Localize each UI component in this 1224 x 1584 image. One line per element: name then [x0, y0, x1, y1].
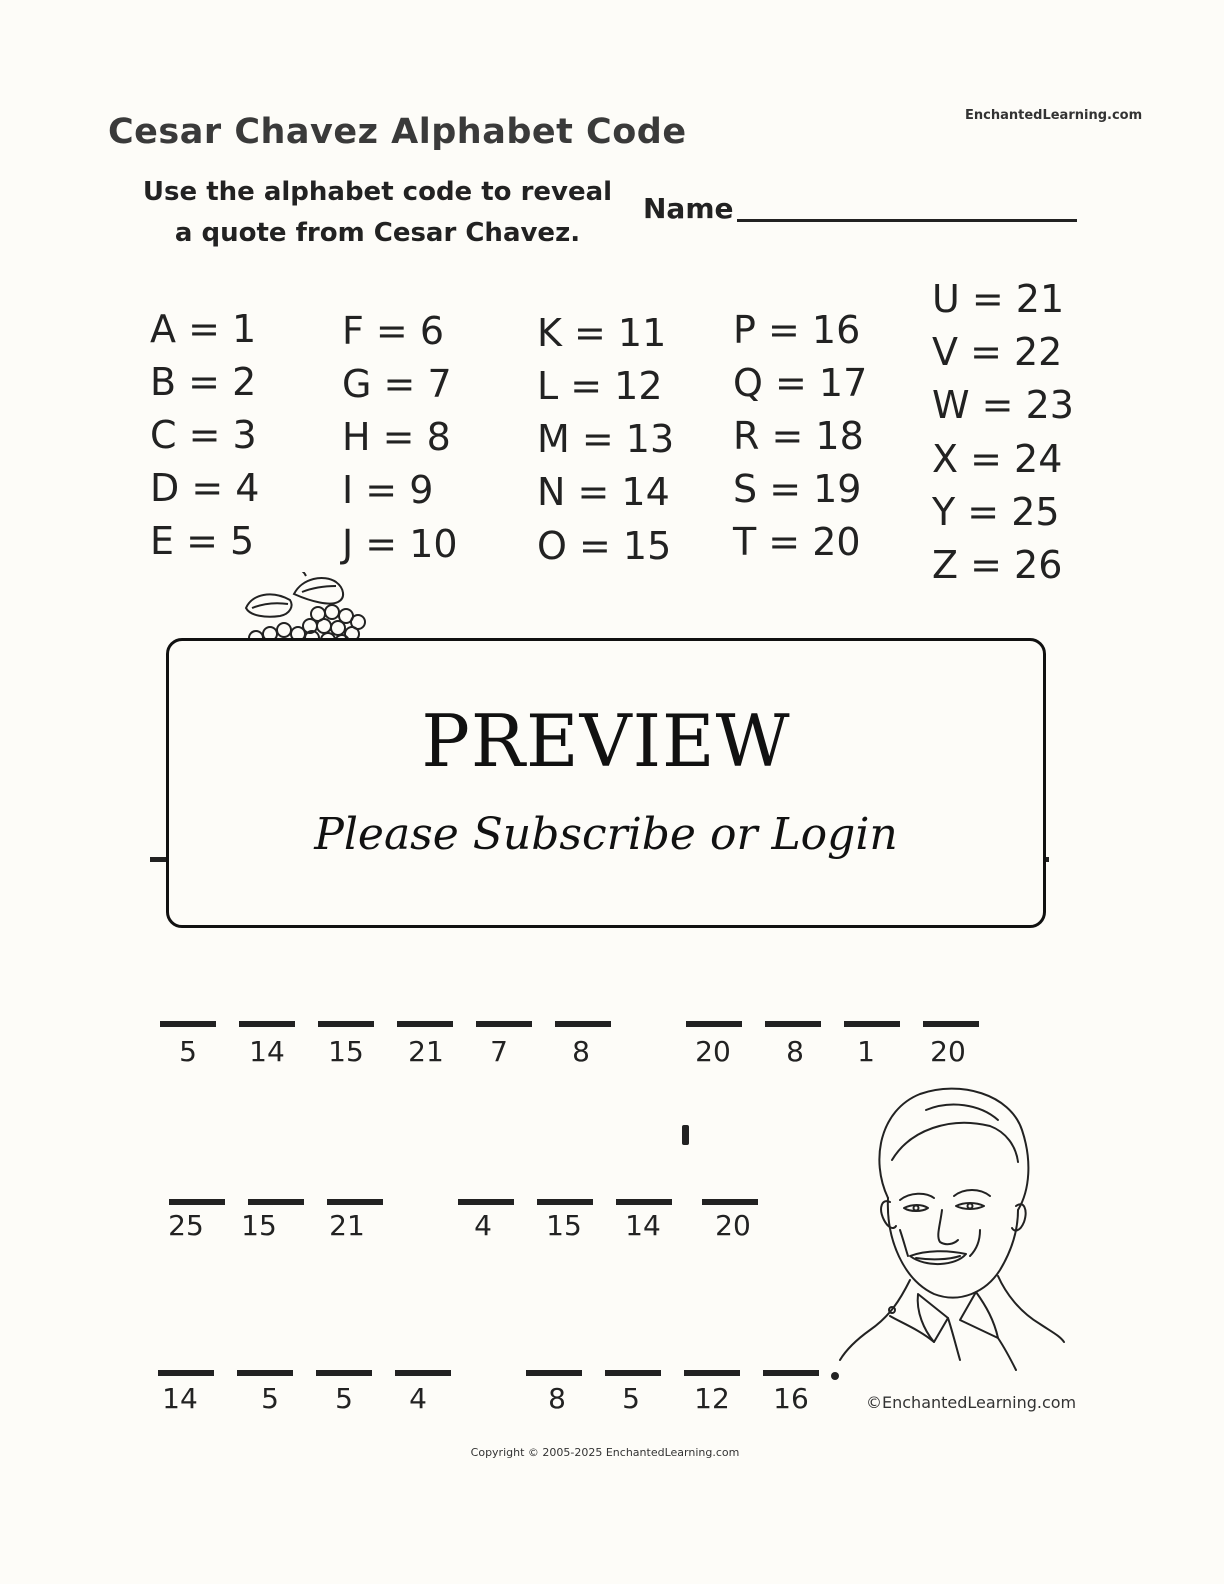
key-y: Y = 25	[932, 490, 1060, 534]
key-p: P = 16	[733, 308, 861, 352]
answer-blank[interactable]	[605, 1370, 661, 1376]
answer-blank[interactable]	[684, 1370, 740, 1376]
key-n: N = 14	[537, 470, 670, 514]
key-i: I = 9	[342, 468, 434, 512]
answer-blank[interactable]	[555, 1021, 611, 1027]
key-f: F = 6	[342, 309, 445, 353]
instruction-line-2: a quote from Cesar Chavez.	[174, 218, 581, 248]
answer-blank[interactable]	[763, 1370, 819, 1376]
answer-blank[interactable]	[248, 1199, 304, 1205]
answer-blank[interactable]	[476, 1021, 532, 1027]
code-number: 21	[329, 1209, 365, 1242]
key-l: L = 12	[537, 364, 663, 408]
answer-blank[interactable]	[702, 1199, 758, 1205]
key-v: V = 22	[932, 330, 1063, 374]
code-number: 1	[857, 1035, 875, 1068]
answer-blank[interactable]	[239, 1021, 295, 1027]
key-e: E = 5	[150, 519, 255, 563]
code-number: 8	[548, 1382, 566, 1415]
code-number: 8	[786, 1035, 804, 1068]
code-number: 5	[179, 1035, 197, 1068]
code-number: 5	[335, 1382, 353, 1415]
answer-blank[interactable]	[397, 1021, 453, 1027]
key-j: J = 10	[342, 522, 458, 566]
code-number: 25	[168, 1209, 204, 1242]
answer-blank[interactable]	[616, 1199, 672, 1205]
key-c: C = 3	[150, 413, 257, 457]
instruction-line-1: Use the alphabet code to reveal	[142, 177, 613, 207]
preview-overlay[interactable]	[166, 638, 1046, 928]
code-number: 15	[328, 1035, 364, 1068]
answer-blank[interactable]	[765, 1021, 821, 1027]
instructions	[140, 172, 615, 254]
code-number: 20	[715, 1209, 751, 1242]
answer-blank[interactable]	[318, 1021, 374, 1027]
subscribe-login-link[interactable]: Please Subscribe or Login	[314, 809, 898, 860]
code-number: 8	[572, 1035, 590, 1068]
code-number: 12	[694, 1382, 730, 1415]
answer-blank[interactable]	[316, 1370, 372, 1376]
answer-blank[interactable]	[844, 1021, 900, 1027]
key-q: Q = 17	[733, 361, 868, 405]
answer-blank[interactable]	[686, 1021, 742, 1027]
answer-blank[interactable]	[537, 1199, 593, 1205]
cesar-chavez-portrait	[830, 1080, 1070, 1380]
answer-blank[interactable]	[526, 1370, 582, 1376]
key-h: H = 8	[342, 415, 451, 459]
code-number: 14	[249, 1035, 285, 1068]
code-number: 15	[241, 1209, 277, 1242]
key-m: M = 13	[537, 417, 675, 461]
answer-blank[interactable]	[327, 1199, 383, 1205]
image-credit: ©EnchantedLearning.com	[866, 1393, 1077, 1412]
answer-blank[interactable]	[923, 1021, 979, 1027]
key-r: R = 18	[733, 414, 864, 458]
key-t: T = 20	[733, 520, 861, 564]
code-number: 15	[546, 1209, 582, 1242]
code-number: 16	[773, 1382, 809, 1415]
grapes-icon	[232, 572, 382, 644]
code-number: 5	[261, 1382, 279, 1415]
page-title: Cesar Chavez Alphabet Code	[108, 112, 687, 152]
key-d: D = 4	[150, 466, 260, 510]
key-w: W = 23	[932, 383, 1074, 427]
code-number: 20	[930, 1035, 966, 1068]
answer-blank[interactable]	[160, 1021, 216, 1027]
code-number: 7	[490, 1035, 508, 1068]
name-field-line[interactable]	[737, 219, 1077, 222]
key-o: O = 15	[537, 524, 672, 568]
key-u: U = 21	[932, 277, 1065, 321]
copyright-notice: Copyright © 2005-2025 EnchantedLearning.com	[470, 1446, 740, 1459]
code-number: 20	[695, 1035, 731, 1068]
code-number: 4	[474, 1209, 492, 1242]
code-number: 21	[408, 1035, 444, 1068]
code-number: 14	[162, 1382, 198, 1415]
code-number: 14	[625, 1209, 661, 1242]
code-number: 5	[622, 1382, 640, 1415]
answer-blank[interactable]	[458, 1199, 514, 1205]
key-g: G = 7	[342, 362, 452, 406]
key-b: B = 2	[150, 360, 257, 404]
apostrophe-mark	[682, 1125, 689, 1145]
code-number: 4	[409, 1382, 427, 1415]
key-a: A = 1	[150, 307, 257, 351]
answer-blank[interactable]	[237, 1370, 293, 1376]
key-x: X = 24	[932, 437, 1063, 481]
key-z: Z = 26	[932, 543, 1063, 587]
name-label: Name	[643, 192, 734, 225]
answer-blank[interactable]	[395, 1370, 451, 1376]
preview-title: PREVIEW	[421, 699, 791, 783]
key-k: K = 11	[537, 311, 667, 355]
key-s: S = 19	[733, 467, 862, 511]
site-link[interactable]: EnchantedLearning.com	[965, 108, 1143, 123]
answer-blank[interactable]	[158, 1370, 214, 1376]
answer-blank[interactable]	[169, 1199, 225, 1205]
